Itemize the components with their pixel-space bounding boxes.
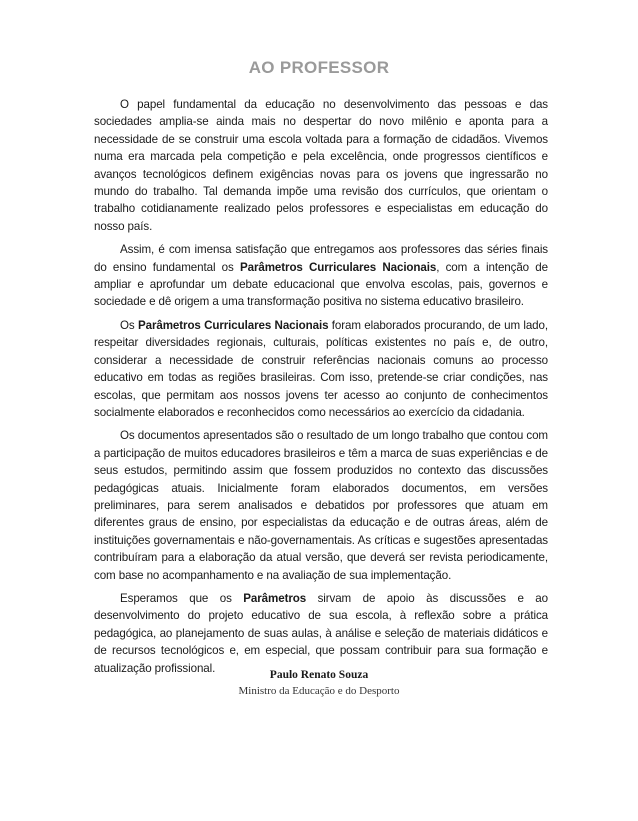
paragraph-5-emphasis: Parâmetros: [243, 591, 307, 605]
paragraph-2-text-a: Assim, é com imensa satisfação que entregamos aos professores das séries finais do ensino fundamental os: [94, 243, 548, 274]
paragraph-5-text-a: Esperamos que os: [120, 591, 244, 605]
paragraph-1-text: O papel fundamental da educação no desenvolvimento das pessoas e das sociedades amplia-se ainda mais no despertar do novo milênio e aponta para a necessidade de se construir uma escola voltada para a formação de cidadãos. Vivemos numa era marcada pela competição e pela excelência, onde progressos científicos e avanços tecnológicos definem exigências novas para os jovens que ingressarão no mundo do trabalho. Tal demanda impõe uma revisão dos currículos, que orientam o trabalho cotidianamente realizado pelos professores e especialistas em educação do nosso país.: [94, 98, 548, 233]
paragraph-2-emphasis: Parâmetros Curriculares Nacionais: [239, 260, 437, 274]
paragraph-3-text-b: foram elaborados procurando, de um lado, respeitar diversidades regionais, culturais, políticas existentes no país e, de outro, considerar a necessidade de construir referências nacionais comuns ao processo educativo em todas as regiões brasileiras. Com isso, pretende-se criar condições, nas escolas, que permitam aos nossos jovens ter acesso ao conjunto de conhecimentos socialmente elaborados e reconhecidos como necessários ao exercício da cidadania.: [94, 318, 548, 419]
paragraph-3: [94, 317, 548, 421]
paragraph-5: [94, 590, 548, 677]
paragraph-2-text-b: , com a intenção de ampliar e aprofundar um debate educacional que envolva escolas, pais, governos e sociedade e dê origem a uma transformação positiva no sistema educativo brasileiro.: [94, 260, 548, 309]
paragraph-4-text: Os documentos apresentados são o resultado de um longo trabalho que contou com a participação de muitos educadores brasileiros e têm a marca de suas experiências e de seus estudos, permitindo assim que fossem produzidos no contexto das discussões pedagógicas atuais. Inicialmente foram elaborados documentos, em versões preliminares, para serem analisados e debatidos por professores que atuam em diferentes graus de ensino, por especialistas da educação e de outras áreas, além de instituições governamentais e não-governamentais. As críticas e sugestões apresentadas contribuíram para a elaboração da atual versão, que deverá ser revista periodicamente, com base no acompanhamento e na avaliação de sua implementação.: [94, 429, 548, 582]
body-text: [94, 96, 548, 683]
paragraph-5-text-b: sirvam de apoio às discussões e ao desenvolvimento do projeto educativo de sua escola, à reflexão sobre a prática pedagógica, ao planejamento de suas aulas, à análise e seleção de materiais didáticos e de recursos tecnológicos e, em especial, que possam contribuir para sua formação e atualização profissional.: [94, 591, 548, 675]
signature-role: Ministro da Educação e do Desporto: [238, 685, 400, 697]
signature-name: Paulo Renato Souza: [269, 669, 369, 681]
page-title: AO PROFESSOR: [248, 58, 390, 77]
paragraph-3-text-a: Os: [120, 318, 138, 332]
paragraph-1: [94, 96, 548, 235]
paragraph-3-emphasis: Parâmetros Curriculares Nacionais: [137, 318, 329, 332]
paragraph-4: [94, 427, 548, 584]
signature-block: [0, 669, 638, 697]
paragraph-2: [94, 241, 548, 311]
